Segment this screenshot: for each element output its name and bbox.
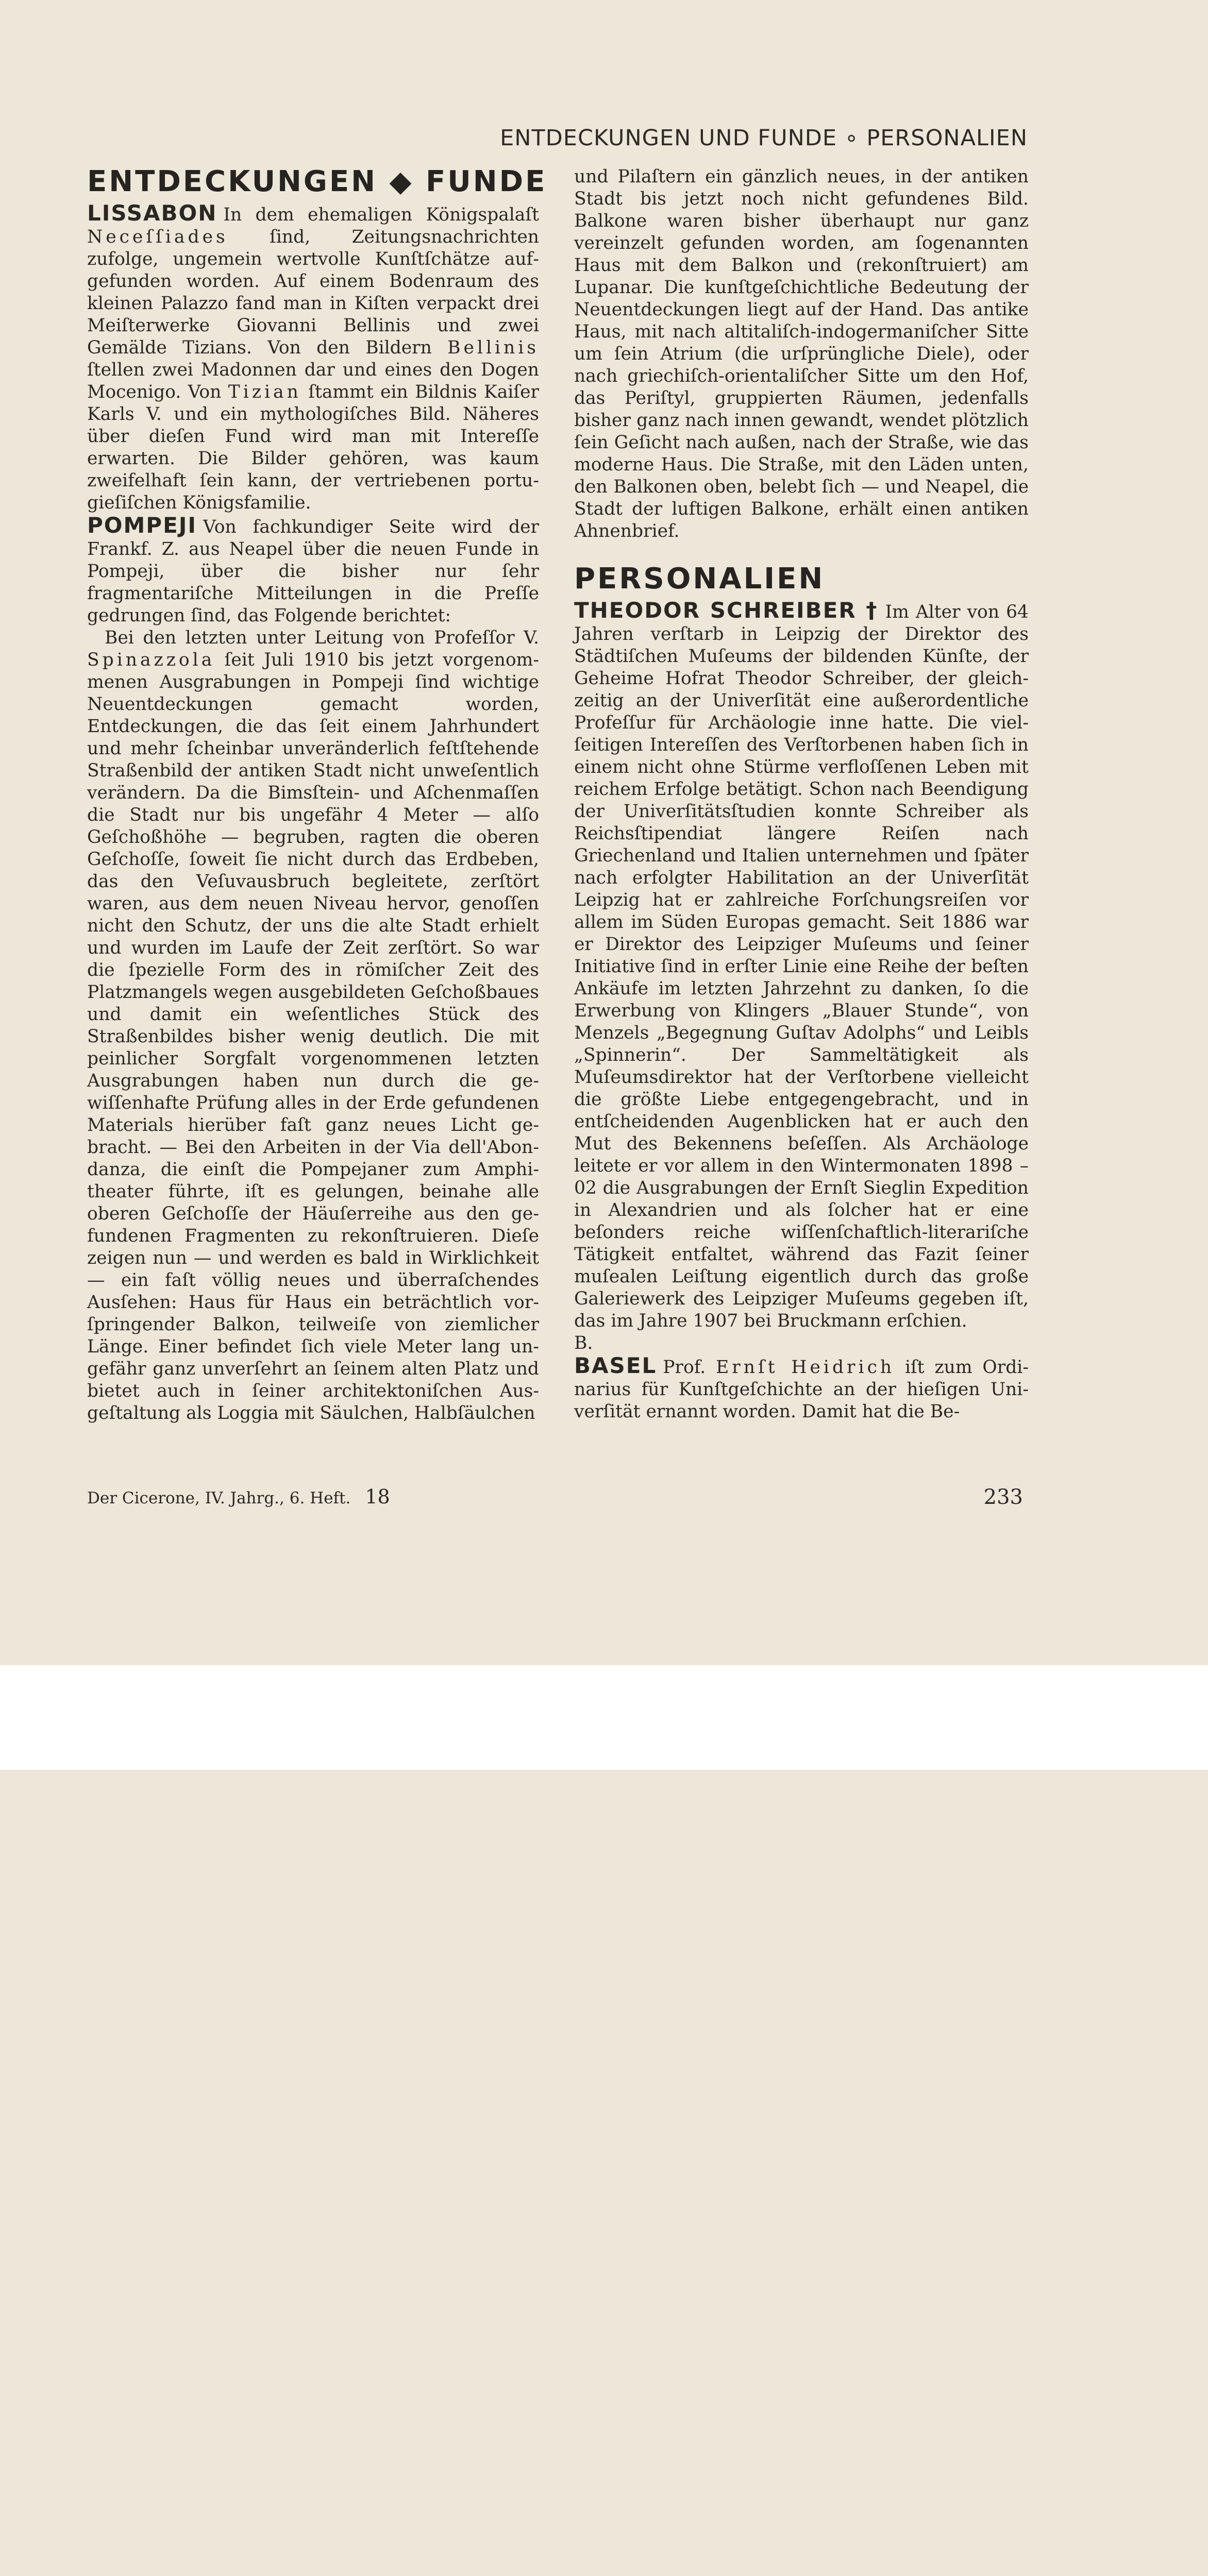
spaced-name: Tizian (228, 382, 301, 402)
article-text: In dem ehemaligen Königspalaſt (223, 205, 539, 225)
section-title-entdeckungen: ENTDECKUNGEN ◆ FUNDE (87, 165, 547, 198)
article-text: ſeit Juli 1910 bis jetzt vorgenommenen Ausgrabungen in Pompeji ſind wichtige Neuentdeckungen gemacht worden, Entdeckungen, die das ſeit einem Jahrhundert und mehr ſcheinbar unveränderlich feſtſtehende Straßenbild der antiken Stadt nicht unweſentlich verändern. Da die Bimsſtein- und Aſchenmaſſen die Stadt nur bis ungefähr 4 Meter — alſo Geſchoßhöhe — begruben, ragten die oberen Geſchoſſe, ſoweit ſie nicht durch das Erdbeben, das den Veſuvausbruch begleitete, zerſtört waren, aus dem neuen Niveau hervor, genoſſen nicht den Schutz, der uns die alte Stadt erhielt und wurden im Laufe der Zeit zerſtört. So war die ſpezielle Form des in römiſcher Zeit des Platzmangels wegen ausgebildeten Geſchoßbaues und damit ein weſentliches Stück des Straßenbildes bisher wenig deutlich. Die mit peinlicher Sorgfalt vorgenommenen letzten Ausgrabungen haben nun durch die gewiſſenhafte Prüfung alles in der Erde gefundenen Materials hierüber faſt ganz neues Licht gebracht. — Bei den Arbeiten in der Via dell'Abondanza, die einſt die Pompejaner zum Amphitheater führte, iſt es gelungen, beinahe alle oberen Geſchoſſe der Häuſerreihe aus den gefundenen Fragmenten zu rekonſtruieren. Dieſe zeigen nun — und werden es bald in Wirklichkeit — ein faſt völlig neues und überraſchendes Ausſehen: Haus für Haus ein beträchtlich vorſpringender Balkon, teilweiſe von ziemlicher Länge. Einer befindet ſich viele Meter lang ungefähr ganz unverſehrt an ſeinem alten Platz und bietet auch in ſeiner architektoniſchen Ausgeſtaltung als Loggia mit Säulchen, Halbſäulchen (87, 650, 539, 1423)
left-column (87, 165, 547, 1425)
article-lead-pompeji: POMPEJI (87, 513, 197, 538)
article-text: Von fachkundiger Seite wird der Frankf. Z. aus Neapel über die neuen Funde in Pompeji, über die bisher nur ſehr fragmentariſche Mitteilungen in die Preſſe gedrungen ſind, das Folgende berichtet: (87, 517, 539, 626)
article-text: ſind, Zeitungsnachrichten zufolge, ungemein wertvolle Kunſtſchätze aufgefunden worden. Auf einem Bodenraum des kleinen Palazzo fand man in Kiſten verpackt drei Meiſterwerke Giovanni Bellinis und zwei Gemälde Tizians. Von den Bildern (87, 227, 539, 358)
article-lead-schreiber: THEODOR SCHREIBER † (574, 598, 879, 623)
article-text: ſtellen zwei Madonnen dar und eines den Dogen Mocenigo. Von (87, 360, 539, 402)
running-head: ENTDECKUNGEN UND FUNDE ∘ PERSONALIEN (500, 125, 1028, 151)
article-text: Im Alter von 64 Jahren verſtarb in Leipzig der Direktor des Städtiſchen Muſeums der bildenden Künſte, der Geheime Hofrat Theodor Schreiber, der gleichzeitig an der Univerſität eine außerordentliche Profeſſur für Archäologie inne hatte. Die vielſeitigen Intereſſen des Verſtorbenen haben ſich in einem nicht ohne Stürme verfloſſenen Leben mit reichem Erfolge betätigt. Schon nach Beendigung der Univerſitätsſtudien konnte Schreiber als Reichsſtipendiat längere Reiſen nach Griechenland und Italien unternehmen und ſpäter nach erfolgter Habilitation an der Univerſität Leipzig hat er zahlreiche Forſchungsreiſen vor allem im Süden Europas gemacht. Seit 1886 war er Direktor des Leipziger Muſeums und ſeiner Initiative ſind in erſter Linie eine Reihe der beſten Ankäufe im letzten Jahrzehnt zu danken, ſo die Erwerbung von Klingers „Blauer Stunde“, von Menzels „Begegnung Guſtav Adolphs“ und Leibls „Spinnerin“. Der Sammeltätigkeit als Muſeumsdirektor hat der Verſtorbene vielleicht die größte Liebe entgegengebracht, und in entſcheidenden Augenblicken hat er auch den Mut des Bekennens beſeſſen. Als Archäologe leitete er vor allem in den Wintermonaten 1898 – 02 die Ausgrabungen der Ernſt Sieglin Expedition in Alexandrien und als ſolcher hat er eine beſonders reiche wiſſenſchaftlich-literariſche Tätigkeit entfaltet, während das Fazit ſeiner muſealen Leiſtung eigentlich durch das große Galeriewerk des Leipziger Muſeums gegeben iſt, das im Jahre 1907 bei Bruckmann erſchien. (574, 602, 1029, 1331)
article-pompeji-intro (87, 514, 539, 627)
article-text: iſt zum Ordinarius für Kunſtgeſchichte an der hieſigen Univerſität ernannt worden. Damit hat die Be- (574, 1357, 1029, 1422)
article-pompeji-continued: und Pilaſtern ein gänzlich neues, in der antiken Stadt bis jetzt noch nicht gefundenes Bild. Balkone waren bisher überhaupt nur ganz vereinzelt gefunden worden, am ſogenannten Haus mit dem Balkon und (rekonſtruiert) am Lupanar. Die kunſtgeſchichtliche Bedeutung der Neuentdeckungen liegt auf der Hand. Das antike Haus, mit nach altitaliſch-indogermaniſcher Sitte um ſein Atrium (die urſprüngliche Diele), oder nach griechiſch-orientaliſcher Sitte um den Hof, das Periſtyl, gruppierten Räumen, jedenfalls bisher ganz nach innen gewandt, wendet plötzlich ſein Geſicht nach außen, nach der Straße, wie das moderne Haus. Die Straße, mit den Läden unten, den Balkonen oben, belebt ſich — und Neapel, die Stadt der luftigen Balkone, erhält einen antiken Ahnenbrief. (574, 166, 1029, 541)
right-column (574, 166, 1029, 1423)
signature: B. (574, 1333, 593, 1353)
article-lead-basel: BASEL (574, 1353, 657, 1378)
article-lead-lissabon: LISSABON (87, 200, 217, 226)
article-pompeji-body (87, 627, 539, 1425)
spaced-name: Ernſt Heidrich (716, 1357, 895, 1378)
footer-journal (87, 1485, 390, 1508)
section-title-personalien: PERSONALIEN (574, 562, 825, 596)
spaced-name: Neceſſiades (87, 227, 228, 247)
article-schreiber (574, 599, 1029, 1332)
journal-reference: Der Cicerone, IV. Jahrg., 6. Heft. (87, 1489, 351, 1507)
article-text: Bei den letzten unter Leitung von Profeſſor V. (105, 628, 539, 648)
spaced-name: Spinazzola (87, 650, 215, 670)
article-basel (574, 1354, 1029, 1423)
viewer-bottom-bar (0, 1665, 1208, 1770)
sheet-number: 18 (365, 1485, 390, 1508)
article-lissabon (87, 202, 539, 514)
page-number: 233 (983, 1485, 1023, 1509)
article-text: ſtammt ein Bildnis Kaiſer Karls V. und ein mythologiſches Bild. Näheres über dieſen Fund wird man mit Intereſſe erwarten. Die Bilder gehören, was kaum zweifelhaft ſein kann, der vertriebenen portugieſiſchen Königsfamilie. (87, 382, 539, 513)
spaced-name: Bellinis (447, 337, 539, 358)
article-text: Prof. (663, 1357, 716, 1378)
